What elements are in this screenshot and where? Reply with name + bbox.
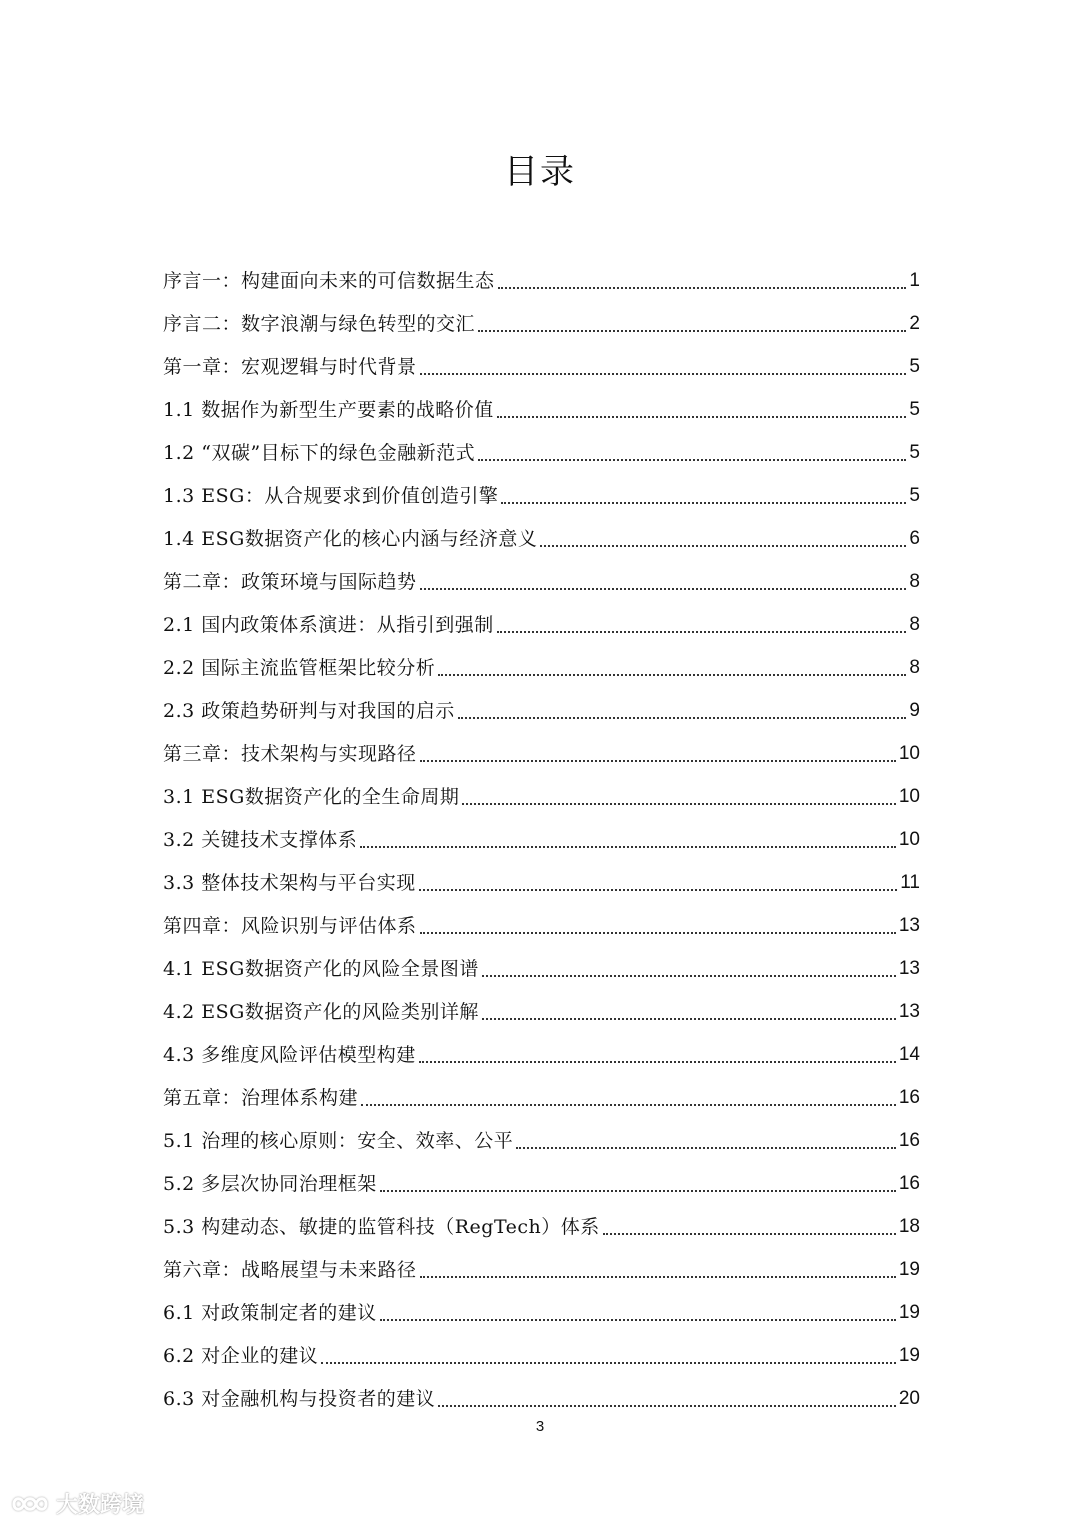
toc-entry-page: 5 <box>909 399 920 420</box>
toc-entry-page: 13 <box>898 958 920 979</box>
toc-entry[interactable] <box>163 1239 920 1282</box>
watermark <box>10 1488 144 1519</box>
toc-dot-leader <box>360 846 896 848</box>
toc-entry[interactable] <box>163 1024 920 1067</box>
toc-dot-leader <box>498 287 907 289</box>
toc-entry[interactable] <box>163 1325 920 1368</box>
toc-entry-page: 2 <box>909 313 920 334</box>
toc-entry[interactable] <box>163 723 920 766</box>
toc-entry-label: 第二章：政策环境与国际趋势 <box>163 571 417 593</box>
toc-entry[interactable] <box>163 594 920 637</box>
toc-entry-page: 8 <box>909 614 920 635</box>
toc-entry[interactable] <box>163 1282 920 1325</box>
toc-dot-leader <box>516 1147 896 1149</box>
toc-entry[interactable] <box>163 852 920 895</box>
toc-dot-leader <box>419 889 898 891</box>
toc-dot-leader <box>462 803 896 805</box>
page-number: 3 <box>535 1418 545 1435</box>
toc-entry-label: 4.2 ESG数据资产化的风险类别详解 <box>163 1001 479 1023</box>
toc-entry[interactable] <box>163 1153 920 1196</box>
toc-dot-leader <box>478 330 906 332</box>
toc-entry[interactable] <box>163 1110 920 1153</box>
toc-entry[interactable] <box>163 680 920 723</box>
toc-entry-label: 第一章：宏观逻辑与时代背景 <box>163 356 417 378</box>
toc-entry-page: 9 <box>909 700 920 721</box>
toc-entry-page: 19 <box>898 1259 920 1280</box>
toc-dot-leader <box>438 1405 896 1407</box>
wechat-channel-icon <box>10 1492 50 1516</box>
page-title: 目录 <box>504 152 576 192</box>
toc-entry-page: 19 <box>898 1302 920 1323</box>
toc-entry-label: 序言二：数字浪潮与绿色转型的交汇 <box>163 313 476 335</box>
toc-dot-leader <box>482 975 896 977</box>
toc-entry-page: 8 <box>909 657 920 678</box>
toc-dot-leader <box>420 760 896 762</box>
toc-entry-label: 5.2 多层次协同治理框架 <box>163 1173 377 1195</box>
toc-entry-label: 6.2 对企业的建议 <box>163 1345 319 1367</box>
toc-dot-leader <box>458 717 907 719</box>
toc-entry-page: 10 <box>898 786 920 807</box>
toc-entry-label: 第六章：战略展望与未来路径 <box>163 1259 417 1281</box>
toc-entry[interactable] <box>163 895 920 938</box>
toc-dot-leader <box>380 1319 896 1321</box>
toc-entry-label: 第三章：技术架构与实现路径 <box>163 743 417 765</box>
toc-dot-leader <box>438 674 906 676</box>
toc-entry-page: 13 <box>898 1001 920 1022</box>
toc-entry[interactable] <box>163 422 920 465</box>
toc-entry-label: 2.3 政策趋势研判与对我国的启示 <box>163 700 455 722</box>
toc-entry-page: 10 <box>898 743 920 764</box>
toc-entry-page: 6 <box>909 528 920 549</box>
toc-entry-page: 1 <box>909 270 920 291</box>
toc-entry[interactable] <box>163 508 920 551</box>
toc-entry-label: 3.2 关键技术支撑体系 <box>163 829 358 851</box>
toc-entry-page: 19 <box>898 1345 920 1366</box>
toc-entry-label: 第四章：风险识别与评估体系 <box>163 915 417 937</box>
toc-entry-page: 14 <box>898 1044 920 1065</box>
toc-entry-page: 20 <box>898 1388 920 1409</box>
toc-entry[interactable] <box>163 766 920 809</box>
toc-entry-label: 1.2 “双碳”目标下的绿色金融新范式 <box>163 442 476 464</box>
toc-dot-leader <box>603 1233 896 1235</box>
toc-entry-page: 16 <box>898 1173 920 1194</box>
toc-entry-page: 13 <box>898 915 920 936</box>
toc-entry-page: 18 <box>898 1216 920 1237</box>
toc-dot-leader <box>420 588 907 590</box>
toc-entry-label: 5.3 构建动态、敏捷的监管科技（RegTech）体系 <box>163 1216 600 1238</box>
toc-dot-leader <box>420 1276 896 1278</box>
toc-entry[interactable] <box>163 1067 920 1110</box>
toc-entry-page: 5 <box>909 442 920 463</box>
table-of-contents <box>163 250 920 1411</box>
toc-entry[interactable] <box>163 938 920 981</box>
toc-entry[interactable] <box>163 1196 920 1239</box>
toc-entry[interactable] <box>163 551 920 594</box>
toc-entry-page: 10 <box>898 829 920 850</box>
toc-entry[interactable] <box>163 809 920 852</box>
toc-dot-leader <box>419 1061 896 1063</box>
toc-entry-label: 3.1 ESG数据资产化的全生命周期 <box>163 786 460 808</box>
toc-dot-leader <box>497 631 907 633</box>
toc-dot-leader <box>478 459 906 461</box>
toc-dot-leader <box>482 1018 896 1020</box>
toc-entry-label: 6.1 对政策制定者的建议 <box>163 1302 377 1324</box>
toc-dot-leader <box>501 502 906 504</box>
toc-dot-leader <box>497 416 907 418</box>
watermark-text: 大数跨境 <box>56 1493 145 1518</box>
toc-dot-leader <box>540 545 906 547</box>
toc-entry-label: 4.1 ESG数据资产化的风险全景图谱 <box>163 958 479 980</box>
toc-entry-page: 16 <box>898 1130 920 1151</box>
toc-entry[interactable] <box>163 293 920 336</box>
toc-dot-leader <box>380 1190 896 1192</box>
toc-entry-page: 5 <box>909 356 920 377</box>
toc-entry[interactable] <box>163 250 920 293</box>
toc-entry-label: 6.3 对金融机构与投资者的建议 <box>163 1388 436 1410</box>
toc-entry-label: 第五章：治理体系构建 <box>163 1087 359 1109</box>
toc-entry[interactable] <box>163 637 920 680</box>
toc-entry[interactable] <box>163 379 920 422</box>
toc-entry-page: 8 <box>909 571 920 592</box>
toc-entry[interactable] <box>163 465 920 508</box>
toc-dot-leader <box>420 932 896 934</box>
toc-dot-leader <box>420 373 907 375</box>
toc-entry-page: 5 <box>909 485 920 506</box>
toc-entry-page: 16 <box>898 1087 920 1108</box>
toc-dot-leader <box>321 1362 896 1364</box>
toc-entry-label: 3.3 整体技术架构与平台实现 <box>163 872 416 894</box>
toc-entry[interactable] <box>163 336 920 379</box>
toc-entry[interactable] <box>163 981 920 1024</box>
toc-entry-label: 2.1 国内政策体系演进：从指引到强制 <box>163 614 494 636</box>
toc-dot-leader <box>361 1104 896 1106</box>
toc-entry-label: 1.1 数据作为新型生产要素的战略价值 <box>163 399 494 421</box>
toc-entry-label: 1.3 ESG：从合规要求到价值创造引擎 <box>163 485 499 507</box>
toc-entry-label: 5.1 治理的核心原则：安全、效率、公平 <box>163 1130 514 1152</box>
toc-entry-label: 2.2 国际主流监管框架比较分析 <box>163 657 436 679</box>
toc-entry-page: 11 <box>900 872 920 893</box>
toc-entry[interactable] <box>163 1368 920 1411</box>
toc-entry-label: 1.4 ESG数据资产化的核心内涵与经济意义 <box>163 528 538 550</box>
toc-entry-label: 4.3 多维度风险评估模型构建 <box>163 1044 416 1066</box>
toc-entry-label: 序言一：构建面向未来的可信数据生态 <box>163 270 495 292</box>
